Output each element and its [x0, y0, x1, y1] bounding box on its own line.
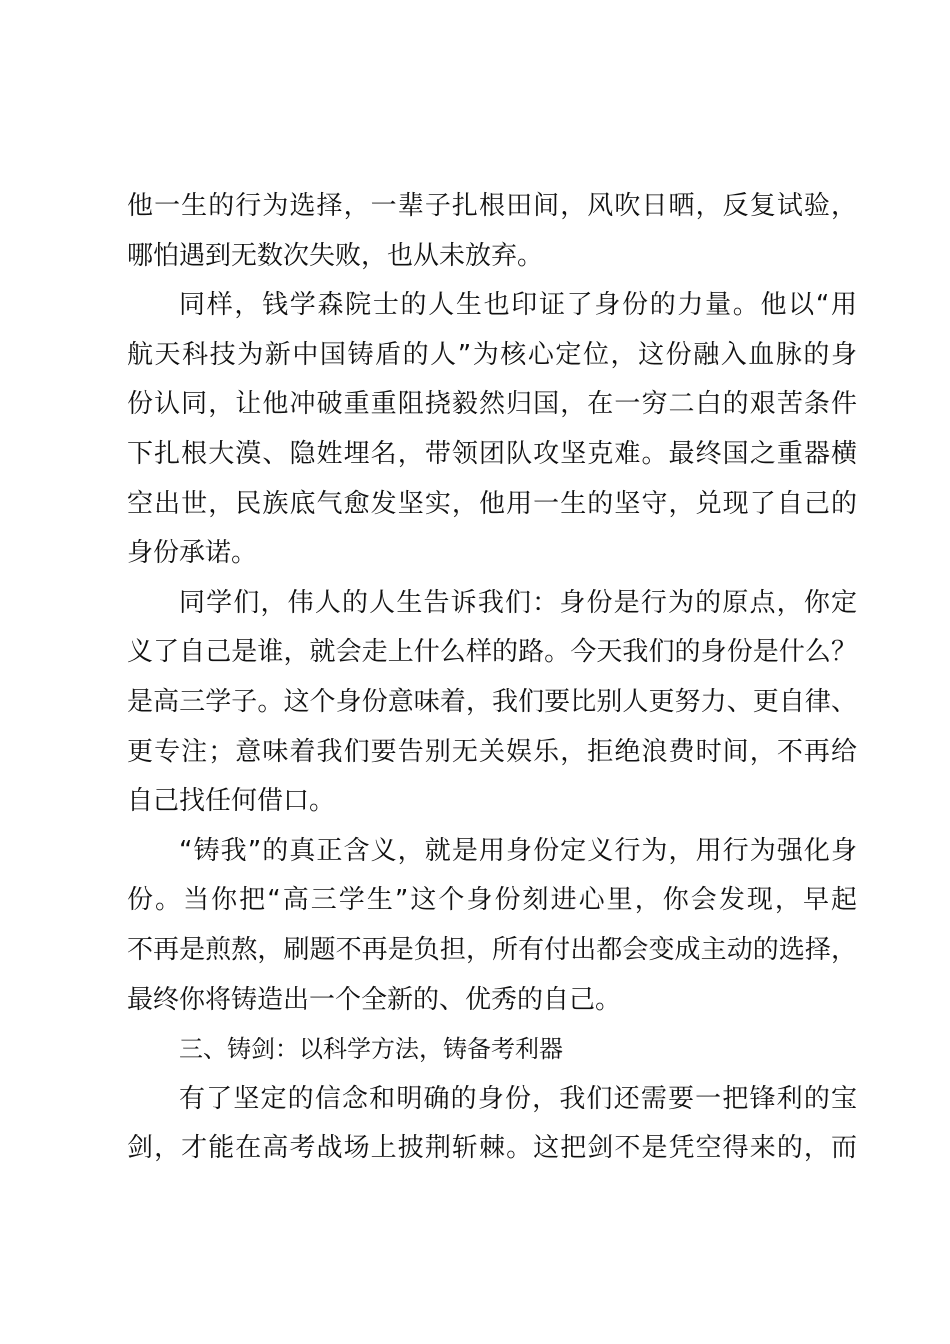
paragraph-zhu-wo: [127, 827, 857, 1025]
text-line: 义了自己是谁，就会走上什么样的路。今天我们的身份是什么？: [127, 637, 857, 668]
paragraph-qian-xuesen: [127, 281, 857, 579]
section-heading: [127, 1025, 857, 1075]
paragraph-continuation: [127, 182, 857, 281]
text-line: 下扎根大漠、隐姓埋名，带领团队攻坚克难。最终国之重器横: [127, 438, 857, 469]
text-line: “铸我”的真正含义，就是用身份定义行为，用行为强化身: [179, 835, 857, 866]
paragraph-sword: [127, 1075, 857, 1174]
text-line: 自己找任何借口。: [127, 786, 336, 817]
text-line: 哪怕遇到无数次失败，也从未放弃。: [127, 240, 544, 271]
paragraph-identity: [127, 579, 857, 827]
text-line: 剑，才能在高考战场上披荆斩棘。这把剑不是凭空得来的，而: [127, 1133, 857, 1164]
text-line: 是高三学子。这个身份意味着，我们要比别人更努力、更自律、: [127, 686, 857, 717]
body-text: [127, 182, 857, 1174]
text-line: 航天科技为新中国铸盾的人”为核心定位，这份融入血脉的身: [127, 339, 857, 370]
text-line: 有了坚定的信念和明确的身份，我们还需要一把锋利的宝: [179, 1083, 857, 1114]
text-line: 份。当你把“高三学生”这个身份刻进心里，你会发现，早起: [127, 885, 857, 916]
text-line: 身份承诺。: [127, 538, 258, 569]
text-line: 更专注；意味着我们要告别无关娱乐，拒绝浪费时间，不再给: [127, 736, 857, 767]
text-line: 份认同，让他冲破重重阻挠毅然归国，在一穷二白的艰苦条件: [127, 389, 857, 420]
text-line: 不再是煎熬，刷题不再是负担，所有付出都会变成主动的选择，: [127, 934, 857, 965]
section-heading-text: 三、铸剑：以科学方法，铸备考利器: [179, 1035, 563, 1064]
text-line: 同学们，伟人的人生告诉我们：身份是行为的原点，你定: [179, 587, 857, 618]
text-line: 同样，钱学森院士的人生也印证了身份的力量。他以“用: [179, 290, 857, 321]
text-line: 最终你将铸造出一个全新的、优秀的自己。: [127, 984, 622, 1015]
text-line: 他一生的行为选择，一辈子扎根田间，风吹日晒，反复试验，: [127, 191, 857, 221]
text-line: 空出世，民族底气愈发坚实，他用一生的坚守，兑现了自己的: [127, 488, 857, 519]
